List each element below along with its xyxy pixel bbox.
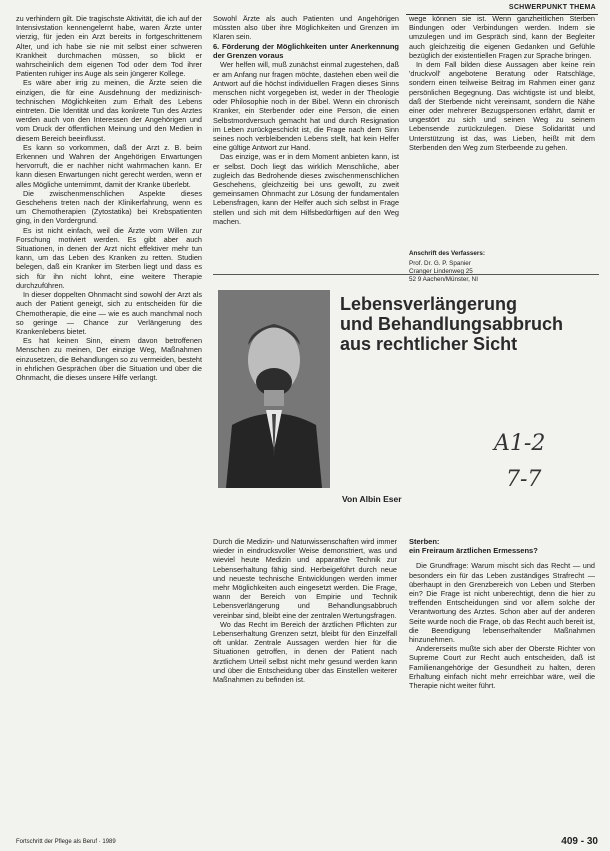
paragraph: Die zwischenmenschlichen Aspekte dieses Geschehens treten nach der Klinikerfahrung, wenn es um Chemotherapien (Zytostatika) bei Krebspatienten ging, in den Vordergrund. — [16, 188, 202, 226]
article-title — [340, 294, 605, 354]
subheading — [409, 537, 595, 555]
article-author: Von Albin Eser — [342, 494, 402, 504]
paragraph: Sowohl Ärzte als auch Patienten und Angehörigen müssten also über ihre Möglichkeiten und Grenzen im Klaren sein. — [213, 14, 399, 42]
author-address — [409, 250, 595, 284]
paragraph: Es ist nicht einfach, weil die Ärzte vom Willen zur Forschung motiviert werden. Es gibt aber auch Situationen, in denen der Arzt nicht effektiver mehr tun kann, um das Leben des Kranken zu retten. Studien belegen, daß ein Kranker im Sterben liegt und dass es sich für ihn nicht lohnt, eine weitere Therapie durchzuführen. — [16, 225, 202, 290]
address-label: Anschrift des Verfassers: — [409, 250, 485, 257]
subheading-line: ein Freiraum ärztlichen Ermessens? — [409, 546, 538, 556]
handwritten-note — [488, 420, 588, 498]
address-line: 52 9 Aachen/Münster, NI — [409, 276, 478, 283]
column-4 — [213, 537, 397, 827]
column-1 — [16, 14, 202, 822]
section-header: SCHWERPUNKT THEMA — [508, 4, 596, 11]
page-number: 409 - 30 — [561, 836, 598, 847]
paragraph: wege können sie ist. Wenn ganzheitlichen Sterben Bindungen oder Verbindungen werden. Indem sie umzulegen und im Gespräch sind, kann der Begleiter auch gleichzeitig die eigenen Gedanken und Gefühle bezüglich der existentiellen Fragen zur Sprache bringen. — [409, 14, 595, 60]
footer-source: Fortschritt der Pflege als Beruf · 1989 — [16, 839, 116, 845]
handwriting-line: A1-2 — [494, 431, 546, 456]
article-divider — [213, 274, 599, 275]
paragraph: Das einzige, was er in dem Moment anbieten kann, ist er selbst. Doch liegt das wirklich Menschliche, aber zugleich das Bedrohende dieses zwischenmenschlichen Geschehens, gleichzeitig bei uns gewollt, zu zweit gemeinsamen Ohnmacht zur Lösung der fundamentalen Lebensfragen, kann der Helfer auch sich selbst in Frage stellen und sich mit dem Hilfsbedürftigen auf den Weg machen. — [213, 152, 399, 226]
section-heading: 6. Förderung der Möglichkeiten unter Anerkennung der Grenzen voraus — [213, 41, 399, 61]
paragraph: Durch die Medizin- und Naturwissenschaften wird immer wieder in eindrucksvoller Weise demonstriert, was und wieviel heute Medizin und apparative Technik zur Lebenserhaltung fähig sind. Herbeigeführt durch neue und neueste technische Entwicklungen werden immer mehr Möglichkeiten auch eingesetzt werden. Die Frage, wann der Bereich von Empirie und Technik Lebensverlängerung und Behandlungsabbruch vereinbar sind, bleibt eine der zentralen Wertungsfragen. — [213, 537, 397, 620]
column-2 — [213, 14, 399, 266]
column-3 — [409, 14, 595, 244]
subheading-line: Sterben: — [409, 537, 440, 546]
title-line: und Behandlungsabbruch — [340, 314, 563, 334]
paragraph: Die Grundfrage: Warum mischt sich das Recht — und besonders ein für das Leben zuständiges Strafrecht — überhaupt in den Grenzbereich von Leben und Sterben ein? Die Frage ist nicht unberechtigt, denn die hier zu treffenden Entscheidungen sind vor allem solche der Verantwortung des Arztes. Schon aber auf der anderen Seite wurde noch die Frage, ob das Recht auch bereit ist, die Beendigung lebenserhaltender Maßnahmen hinzunehmen. — [409, 561, 595, 645]
paragraph: In dem Fall bilden diese Aussagen aber keine rein 'druckvoll' angebotene Beratung oder Ratschläge, sondern einen teilweise Beitrag im Rahmen einer ganz persönlichen Begegnung. Das wichtigste ist und bleibt, daß der Sterbende nicht vereinsamt, sondern die Nähe einer oder mehrerer Bezugspersonen erfährt, damit er ungestört zu sich und seinen Weg zu seinem Lebensende zurückzulegen. Diese Solidarität und Unterstützung ist das, was Lieben, heißt mit dem Sterbenden den Weg zum Sterbeende zu gehen. — [409, 60, 595, 152]
paragraph: Wer helfen will, muß zunächst einmal zugestehen, daß er am Anfang nur fragen möchte, dastehen eben weil die Antwort auf die höchst individuellen Fragen dieses Sinns menschen nicht vorgegeben ist, weder in der Theologie oder Philosophie noch in der Bibel. Wenn ein chronisch Kranker, ein Sterbender oder eine Person, die einen Selbstmordversuch gemacht hat und durch Resignation im Leben zurückgeschickt ist, die Frage nach dem Sinn seines noch verbleibenden Lebens stellt, hat kein Helfer eine gültige Antwort zur Hand. — [213, 60, 399, 153]
title-line: Lebensverlängerung — [340, 294, 518, 314]
paragraph: In dieser doppelten Ohnmacht sind sowohl der Arzt als auch der Patient geneigt, sich zu entscheiden für die Chemotherapie, die eine — wie es auch manchmal noch so geringe — Chance zur Verlängerung des Krankenlebens bietet. — [16, 290, 202, 336]
address-line: Prof. Dr. G. P. Spanier — [409, 260, 471, 267]
paragraph: zu verhindern gilt. Die tragischste Aktivität, die ich auf der Intensivstation kennengelernt habe, waren Ärzte unter vierzig, für jeden ein Arzt bereits in fortgeschrittenem Alter, und ich habe sie nie mit selbst einer schweren Krankheit durchmachen müssen, so blickt er wahrscheinlich dem eigenen Tod oder dem Tod ihrer Patienten ruhiger ins Auge als sein jüngerer Kollege. — [16, 14, 202, 79]
address-line: Cranger Lindenweg 25 — [409, 268, 473, 275]
paragraph: Wo das Recht im Bereich der ärztlichen Pflichten zur Lebenserhaltung Grenzen setzt, bleibt für den Einzelfall oft unklar. Zentrale Aussagen werden hier für die Situationen getroffen, in denen der Patient nach ärztlichem Urteil selbst nicht mehr gesund werden kann und über die Entscheidung über das Einstellen weiterer Maßnahmen zu befinden ist. — [213, 619, 397, 685]
column-5 — [409, 537, 595, 827]
paragraph: Es hat keinen Sinn, einem davon betroffenen Menschen zu meinen, Der einzige Weg, Maßnahmen einzusetzen, die Behandlungen so zu vermeiden, besteht in ehrlichen Gesprächen über die Situation und über die Ohnmacht, die dieses unsere Hilfe verlangt. — [16, 336, 202, 382]
author-photo — [218, 290, 330, 488]
paragraph: Es wäre aber irrig zu meinen, die Ärzte seien die einzigen, die für eine Ausdehnung der medizinisch-technischen Möglichkeiten zum Erhalt des Lebens eintreten. Die Identität und das konkrete Tun des Arztes werden auch von den Interessen der Angehörigen und vom Druck der öffentlichen Meinung und den Medien in diesem Bereich beeinflusst. — [16, 78, 202, 143]
title-line: aus rechtlicher Sicht — [340, 334, 518, 354]
paragraph: Andererseits mußte sich aber der Oberste Richter von Supreme Court zur Recht auch entscheiden, daß ist Familienangehörige der Gesundheit zu halten, deren Erhaltung einfach nicht mehr erreichbar wäre, weil die Therapie nicht weiter führt. — [409, 644, 595, 691]
handwriting-line: 7-7 — [506, 467, 542, 492]
paragraph: Es kann so vorkommen, daß der Arzt z. B. beim Erkennen und Wahren der Angehörigen Erwartungen hervorruft, die er nachher nicht wahrmachen kann. Er kann diesen Erwartungen nicht gerecht werden, wenn er alles Mögliche unternimmt, damit der Kranke überlebt. — [16, 142, 202, 189]
